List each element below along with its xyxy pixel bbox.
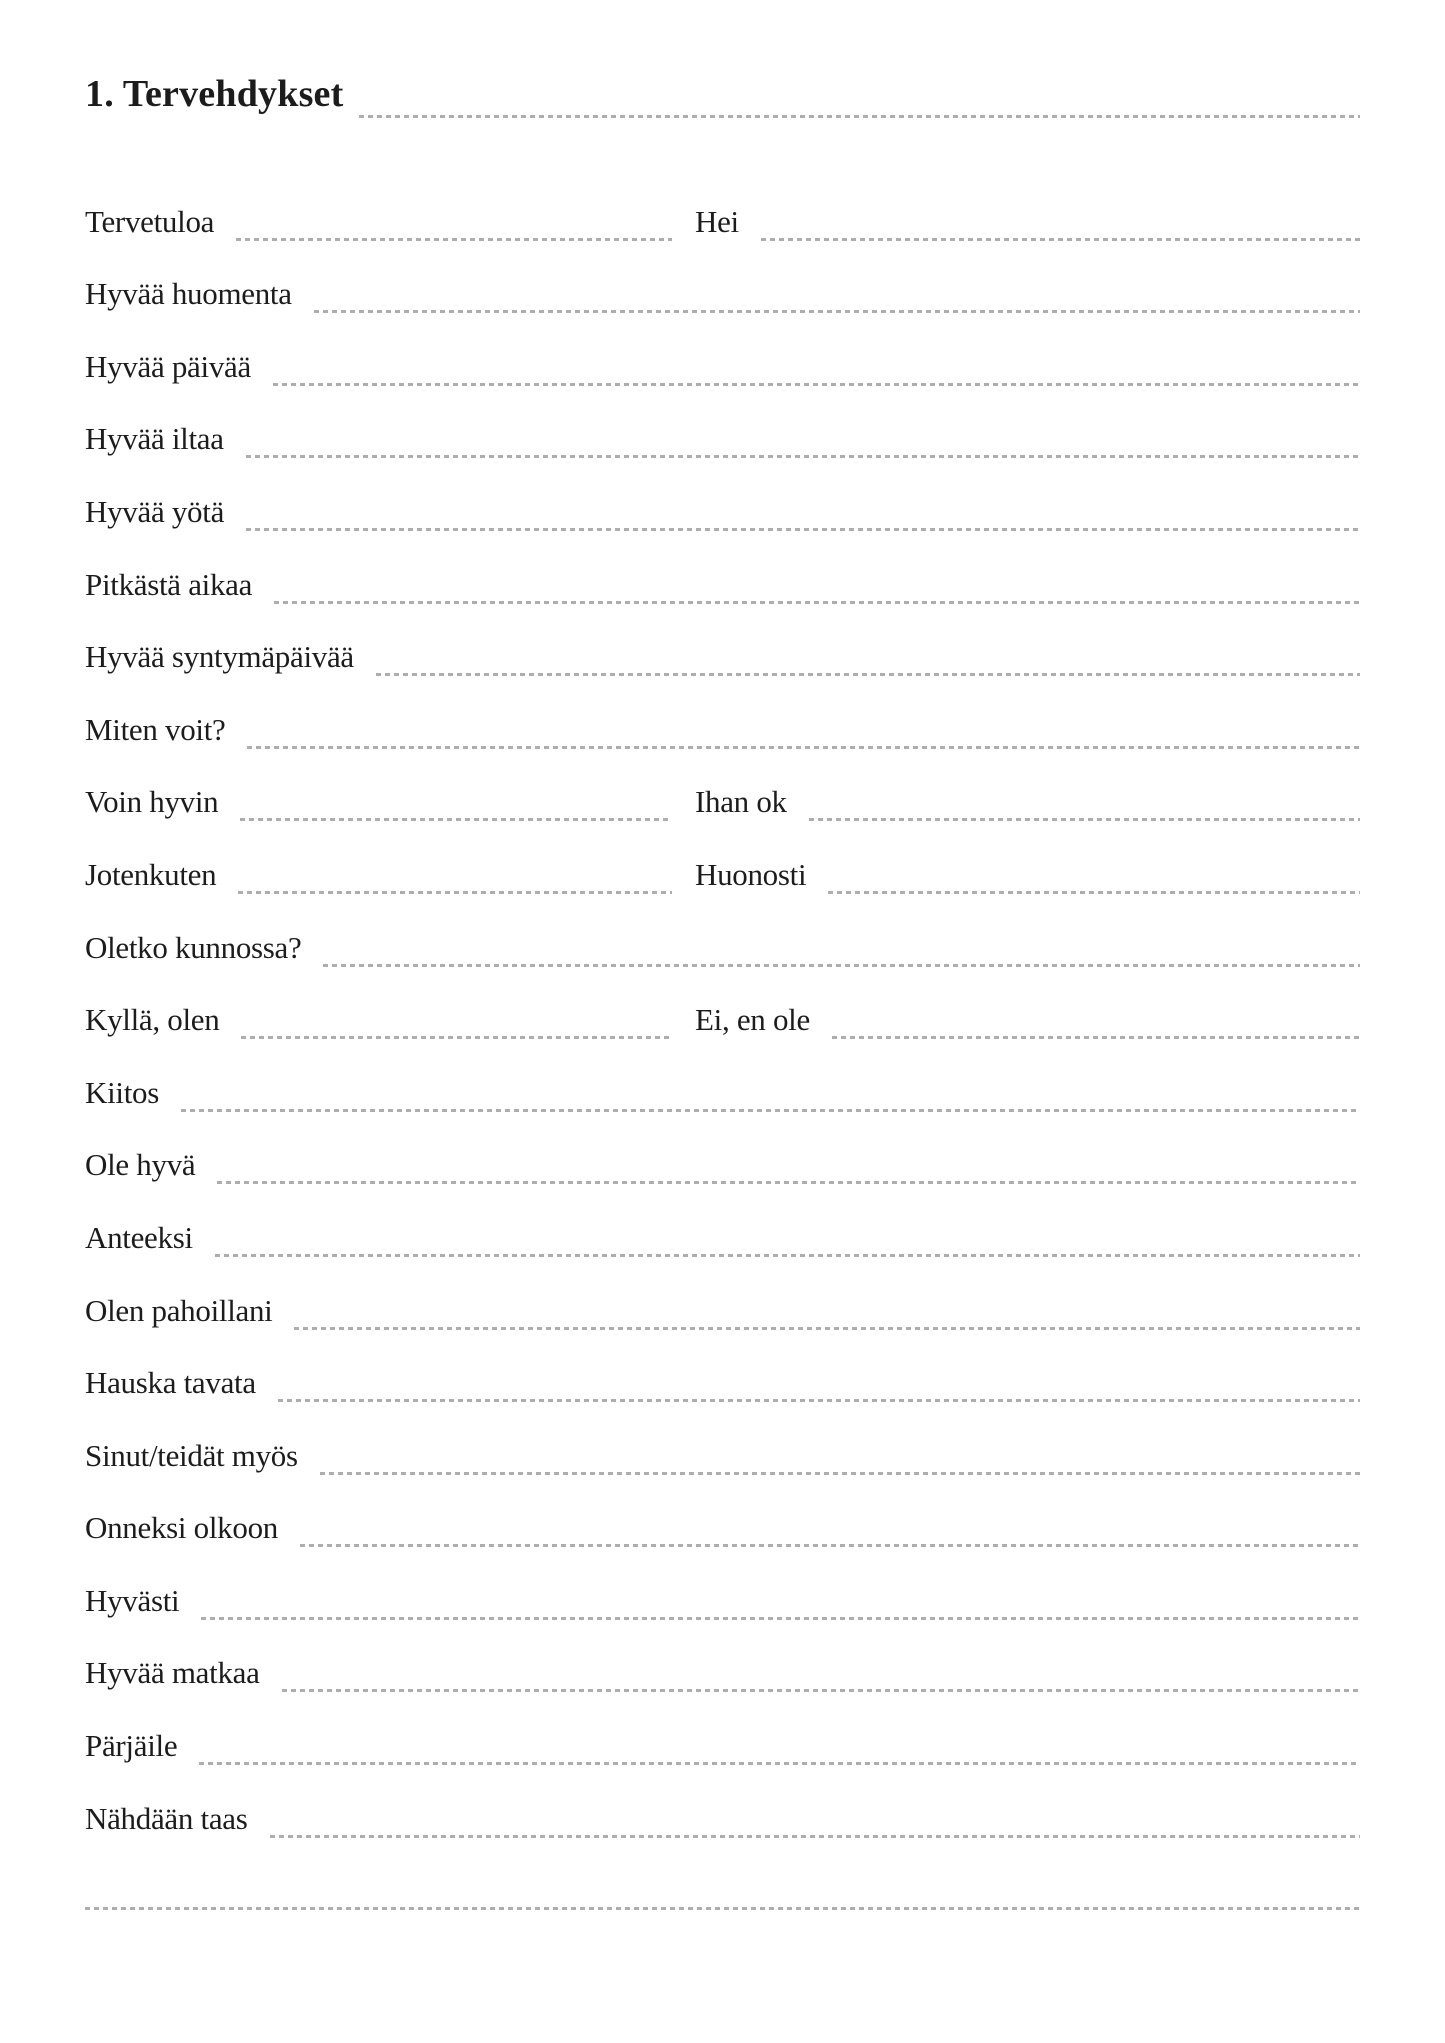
term-label: Hyvästi xyxy=(85,1582,180,1618)
vocab-row xyxy=(85,454,1360,527)
vocab-cell xyxy=(85,1471,1360,1544)
vocab-cell xyxy=(85,1688,1360,1764)
vocab-cell xyxy=(85,890,1360,963)
term-label: Tervetuloa xyxy=(85,203,215,239)
vocab-cell xyxy=(85,1761,1360,1834)
vocab-cell xyxy=(695,817,1360,890)
vocab-cell xyxy=(85,1326,1360,1399)
vocab-row xyxy=(85,164,1360,237)
term-label: Hyvää yötä xyxy=(85,493,225,529)
term-label: Miten voit? xyxy=(85,711,226,747)
term-label: Olen pahoillani xyxy=(85,1292,273,1328)
vocab-cell xyxy=(85,1398,1360,1471)
vocab-cell xyxy=(85,1616,1360,1689)
term-label: Hauska tavata xyxy=(85,1365,256,1401)
term-label: Onneksi olkoon xyxy=(85,1510,278,1546)
vocab-cell xyxy=(85,382,1360,455)
vocab-row xyxy=(85,382,1360,455)
term-label: Kyllä, olen xyxy=(85,1002,220,1038)
vocab-cell xyxy=(85,237,1360,310)
vocab-cell xyxy=(85,963,672,1036)
term-label: Kiitos xyxy=(85,1074,159,1110)
term-label: Ihan ok xyxy=(695,784,787,820)
vocab-row xyxy=(85,1471,1360,1544)
vocab-list xyxy=(85,164,1360,1906)
vocab-cell xyxy=(85,745,672,818)
vocab-cell xyxy=(85,672,1360,745)
term-label: Anteeksi xyxy=(85,1219,193,1255)
term-label: Hyvää huomenta xyxy=(85,276,292,312)
vocab-cell xyxy=(85,164,672,237)
vocab-cell xyxy=(85,454,1360,527)
term-label: Oletko kunnossa? xyxy=(85,929,302,965)
vocab-row xyxy=(85,1616,1360,1689)
term-label: Hyvää iltaa xyxy=(85,421,224,457)
vocab-row xyxy=(85,1834,1360,1907)
term-label: Ei, en ole xyxy=(695,1002,810,1038)
page-title: 1. Tervehdykset xyxy=(85,73,344,115)
vocab-cell xyxy=(695,745,1360,818)
term-label: Hyvää syntymäpäivää xyxy=(85,639,354,675)
vocab-cell xyxy=(85,1108,1360,1181)
vocab-cell xyxy=(85,527,1360,600)
vocab-row xyxy=(85,1180,1360,1253)
term-label: Hyvää matkaa xyxy=(85,1655,260,1691)
vocab-cell xyxy=(85,1543,1360,1616)
vocab-row xyxy=(85,1543,1360,1616)
term-label: Ole hyvä xyxy=(85,1147,196,1183)
vocab-row xyxy=(85,237,1360,310)
vocab-row xyxy=(85,1253,1360,1326)
vocab-cell xyxy=(85,1834,1360,1907)
vocab-cell xyxy=(85,1253,1360,1326)
term-label: Nähdään taas xyxy=(85,1800,248,1836)
vocab-row xyxy=(85,745,1360,818)
vocab-cell xyxy=(85,309,1360,382)
term-label: Huonosti xyxy=(695,856,807,892)
section-header xyxy=(85,0,1360,113)
vocab-cell xyxy=(85,1180,1360,1253)
term-label: Hei xyxy=(695,203,739,239)
term-label: Pärjäile xyxy=(85,1728,178,1764)
term-label: Jotenkuten xyxy=(85,856,217,892)
vocab-row xyxy=(85,527,1360,600)
answer-line xyxy=(85,1907,1360,1910)
vocab-row xyxy=(85,600,1360,673)
title-rule xyxy=(359,115,1360,118)
vocab-cell xyxy=(85,1035,1360,1108)
vocab-row xyxy=(85,1398,1360,1471)
vocab-cell xyxy=(695,963,1360,1036)
vocab-cell xyxy=(85,600,1360,673)
term-label: Hyvää päivää xyxy=(85,348,251,384)
vocab-row xyxy=(85,309,1360,382)
vocab-cell xyxy=(85,817,672,890)
vocab-row xyxy=(85,1108,1360,1181)
vocab-row xyxy=(85,817,1360,890)
term-label: Voin hyvin xyxy=(85,784,219,820)
vocab-row xyxy=(85,963,1360,1036)
vocab-row xyxy=(85,1035,1360,1108)
vocab-cell xyxy=(695,164,1360,237)
vocab-row xyxy=(85,672,1360,745)
vocab-row xyxy=(85,1761,1360,1834)
term-label: Sinut/teidät myös xyxy=(85,1437,298,1473)
vocab-row xyxy=(85,890,1360,963)
vocab-row xyxy=(85,1326,1360,1399)
term-label: Pitkästä aikaa xyxy=(85,566,253,602)
vocab-row xyxy=(85,1688,1360,1764)
